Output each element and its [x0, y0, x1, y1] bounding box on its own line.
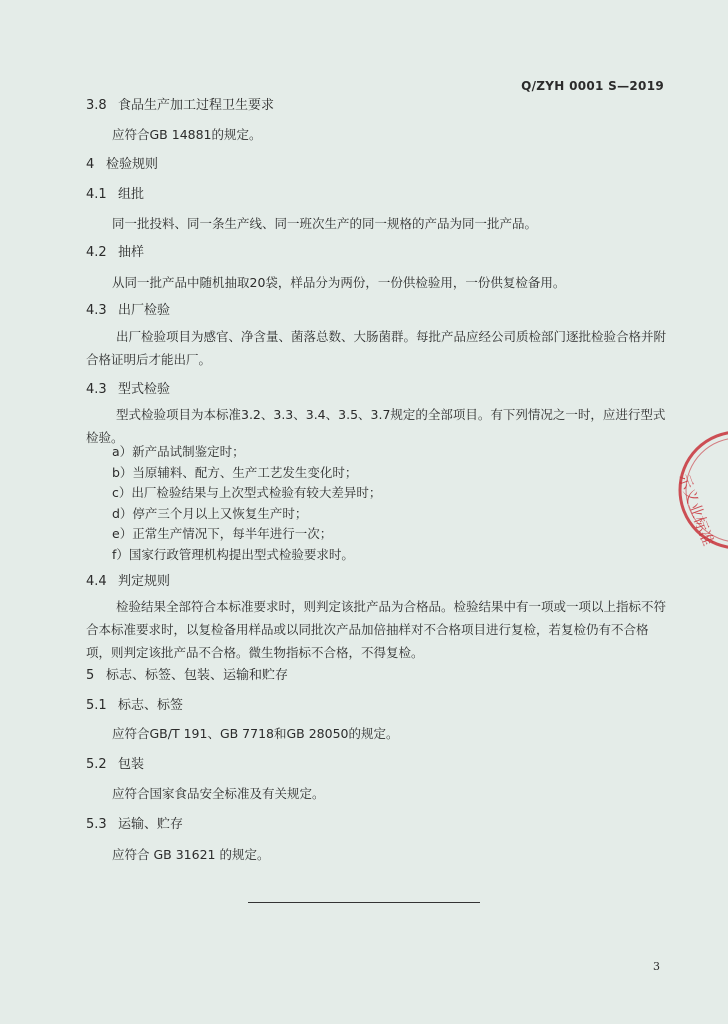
page-number: 3	[653, 960, 660, 973]
section-title: 包装	[118, 757, 145, 772]
list-item: a）新产品试制鉴定时；	[112, 444, 245, 459]
section-title: 标志、标签	[118, 698, 184, 713]
body-3-8: 应符合GB 14881的规定。	[112, 127, 262, 142]
section-number: 4.2	[86, 245, 107, 260]
section-number: 4.3	[86, 303, 107, 318]
red-seal-stamp	[640, 428, 728, 558]
section-number: 3.8	[86, 98, 107, 113]
heading-5-1	[86, 694, 183, 713]
section-title: 型式检验	[118, 382, 171, 397]
heading-5-3	[86, 813, 183, 832]
section-title: 检验规则	[106, 157, 159, 172]
body-4-2: 从同一批产品中随机抽取20袋，样品分为两份，一份供检验用，一份供复检备用。	[112, 275, 566, 290]
end-rule	[248, 902, 480, 903]
body-5-2: 应符合国家食品安全标准及有关规定。	[112, 786, 325, 801]
heading-4-4	[86, 570, 170, 589]
section-title: 标志、标签、包装、运输和贮存	[106, 668, 289, 683]
section-title: 食品生产加工过程卫生要求	[118, 98, 275, 113]
heading-4-1	[86, 183, 144, 202]
body-5-3: 应符合 GB 31621 的规定。	[112, 847, 270, 862]
seal-text: 示义业标准	[674, 471, 718, 549]
section-number: 5	[86, 668, 95, 683]
list-item: e）正常生产情况下，每半年进行一次；	[112, 526, 333, 542]
heading-3-8	[86, 94, 274, 113]
section-title: 运输、贮存	[118, 817, 184, 832]
section-title: 判定规则	[118, 574, 171, 589]
list-item: d）停产三个月以上又恢复生产时；	[112, 505, 308, 521]
heading-5-2	[86, 753, 144, 772]
heading-4-3-factory	[86, 299, 170, 318]
section-number: 5.2	[86, 757, 107, 772]
standard-code: Q/ZYH 0001 S—2019	[521, 79, 664, 93]
heading-4	[86, 153, 158, 172]
section-number: 4.1	[86, 187, 107, 202]
section-number: 4.4	[86, 574, 107, 589]
heading-4-3-type	[86, 378, 170, 397]
heading-5	[86, 664, 288, 683]
body-4-1: 同一批投料、同一条生产线、同一班次生产的同一规格的产品为同一批产品。	[112, 216, 538, 231]
body-5-1: 应符合GB/T 191、GB 7718和GB 28050的规定。	[112, 726, 399, 741]
section-number: 5.3	[86, 817, 107, 832]
list-item: f）国家行政管理机构提出型式检验要求时。	[112, 546, 354, 562]
section-number: 4.3	[86, 382, 107, 397]
section-title: 出厂检验	[118, 303, 171, 318]
body-4-3-factory: 出厂检验项目为感官、净含量、菌落总数、大肠菌群。每批产品应经公司质检部门逐批检验合格并附合格证明后才能出厂。	[86, 329, 667, 367]
body-4-4: 检验结果全部符合本标准要求时，则判定该批产品为合格品。检验结果中有一项或一项以上指标不符合本标准要求时，以复检备用样品或以同批次产品加倍抽样对不合格项目进行复检，若复检仍有不合格项，则判定该批产品不合格。微生物指标不合格，不得复检。	[86, 599, 667, 660]
heading-4-2	[86, 241, 144, 260]
section-title: 组批	[118, 187, 145, 202]
section-number: 5.1	[86, 698, 107, 713]
list-item: b）当原辅料、配方、生产工艺发生变化时；	[112, 464, 358, 480]
list-item: c）出厂检验结果与上次型式检验有较大差异时；	[112, 485, 382, 501]
section-title: 抽样	[118, 245, 145, 260]
type-inspection-conditions	[112, 442, 381, 566]
body-4-3-type: 型式检验项目为本标准3.2、3.3、3.4、3.5、3.7规定的全部项目。有下列情况之一时，应进行型式检验。	[86, 407, 666, 445]
section-number: 4	[86, 157, 95, 172]
